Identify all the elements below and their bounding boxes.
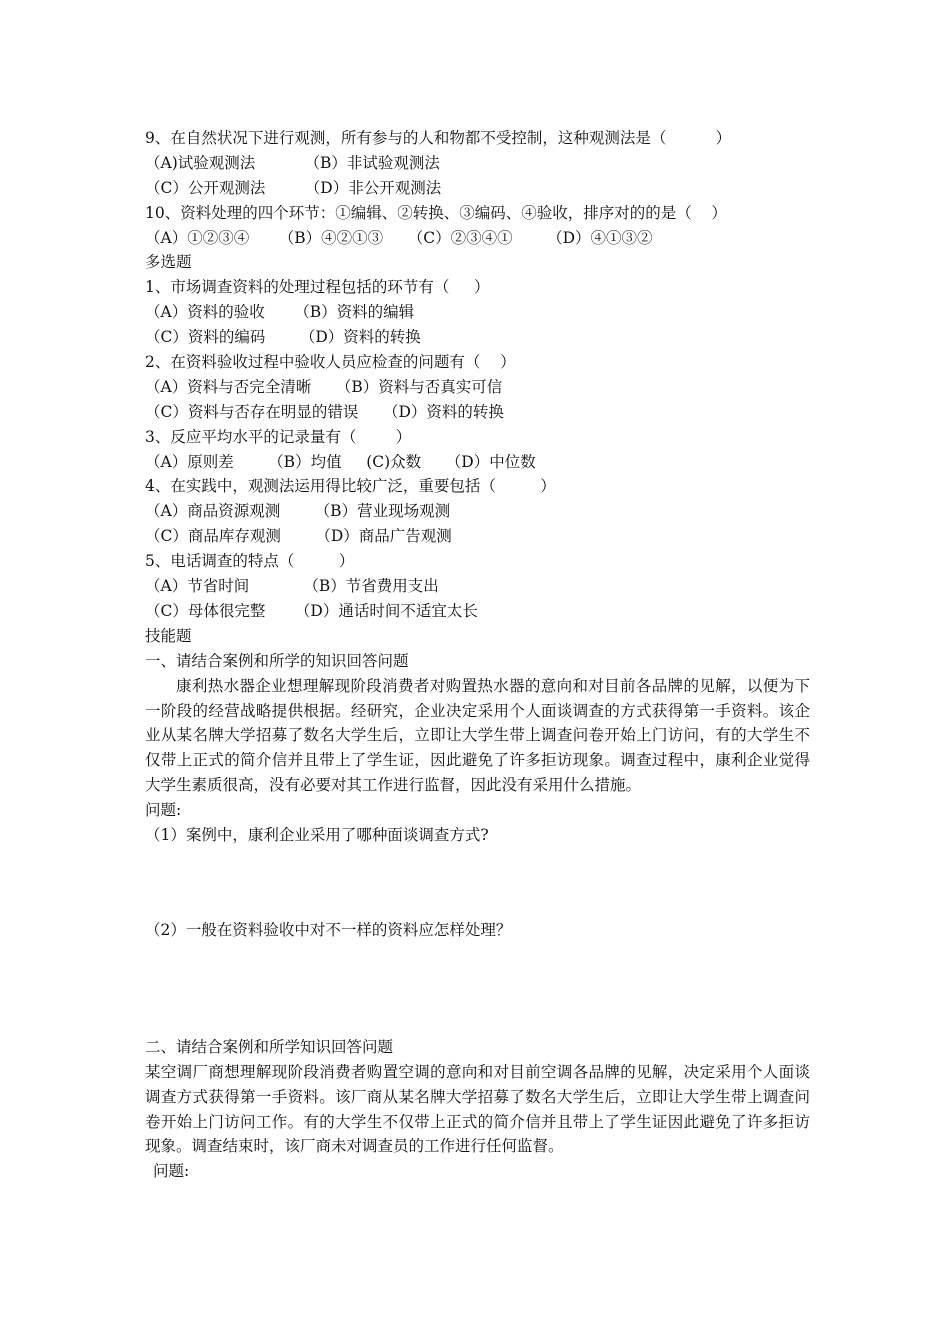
multi-question-5-options-ab: （A）节省时间 （B）节省费用支出 — [145, 577, 439, 596]
case-1-question-1: （1）案例中，康利企业采用了哪种面谈调查方式? — [145, 826, 489, 845]
case-1-title: 一、请结合案例和所学的知识回答问题 — [145, 651, 409, 670]
question-9-options-ab: （A)试验观测法 （B）非试验观测法 — [145, 153, 440, 172]
question-9-options-cd: （C）公开观测法 （D）非公开观测法 — [145, 178, 442, 197]
multi-choice-heading: 多选题 — [145, 253, 192, 272]
multi-question-2-stem: 2、在资料验收过程中验收人员应检查的问题有（ ） — [145, 353, 516, 372]
skills-heading: 技能题 — [145, 626, 192, 645]
case-1-body: 康利热水器企业想理解现阶段消费者对购置热水器的意向和对目前各品牌的见解，以便为下一阶段的经营战略提供根据。经研究，企业决定采用个人面谈调查的方式获得第一手资料。该企业从某名牌大学招募了数名大学生后，立即让大学生带上调查问卷开始上门访问，有的大学生不仅带上正式的简介信并且带上了学生证，因此避免了许多拒访现象。调查过程中，康利企业觉得大学生素质很高，没有必要对其工作进行监督，因此没有采用什么措施。 — [145, 676, 810, 795]
case-2-questions-label: 问题: — [153, 1162, 190, 1181]
multi-question-5-stem: 5、电话调查的特点（ ） — [145, 552, 355, 571]
answer-space-1 — [145, 848, 810, 918]
question-10-options: （A）①②③④ （B）④②①③ （C）②③④① （D）④①③② — [145, 228, 653, 247]
multi-question-3-options: （A）原则差 （B）均值 (C)众数 （D）中位数 — [145, 452, 536, 471]
multi-question-1-options-ab: （A）资料的验收 （B）资料的编辑 — [145, 303, 415, 322]
multi-question-2-options-ab: （A）资料与否完全清晰 （B）资料与否真实可信 — [145, 377, 503, 396]
case-2-body: 某空调厂商想理解现阶段消费者购置空调的意向和对目前空调各品牌的见解，决定采用个人面谈调查方式获得第一手资料。该厂商从某名牌大学招募了数名大学生后，立即让大学生带上调查问卷开始上门访问工作。有的大学生不仅带上正式的简介信并且带上了学生证因此避免了许多拒访现象。调查结束时，该厂商未对调查员的工作进行任何监督。 — [145, 1062, 810, 1156]
case-1-question-2: （2）一般在资料验收中对不一样的资料应怎样处理？ — [145, 920, 512, 939]
multi-question-4-options-cd: （C）商品库存观测 （D）商品广告观测 — [145, 527, 452, 546]
question-9-stem: 9、在自然状况下进行观测，所有参与的人和物都不受控制，这种观测法是（ ） — [145, 129, 732, 147]
multi-question-3-stem: 3、反应平均水平的记录量有（ ） — [145, 427, 412, 446]
multi-question-1-options-cd: （C）资料的编码 （D）资料的转换 — [145, 328, 421, 347]
question-10-stem: 10、资料处理的四个环节：①编辑、②转换、③编码、④验收，排序对的的是（ ） — [145, 203, 727, 222]
case-2-title: 二、请结合案例和所学知识回答问题 — [145, 1037, 394, 1056]
multi-question-2-options-cd: （C）资料与否存在明显的错误 （D）资料的转换 — [145, 402, 504, 421]
case-1-questions-label: 问题: — [145, 801, 182, 820]
document-page — [145, 126, 810, 1184]
multi-question-4-stem: 4、在实践中，观测法运用得比较广泛，重要包括（ ） — [145, 477, 556, 496]
multi-question-4-options-ab: （A）商品资源观测 （B）营业现场观测 — [145, 502, 451, 521]
answer-space-2 — [145, 943, 810, 1035]
multi-question-5-options-cd: （C）母体很完整 （D）通话时间不适宜太长 — [145, 601, 478, 620]
multi-question-1-stem: 1、市场调查资料的处理过程包括的环节有（ ） — [145, 278, 490, 297]
